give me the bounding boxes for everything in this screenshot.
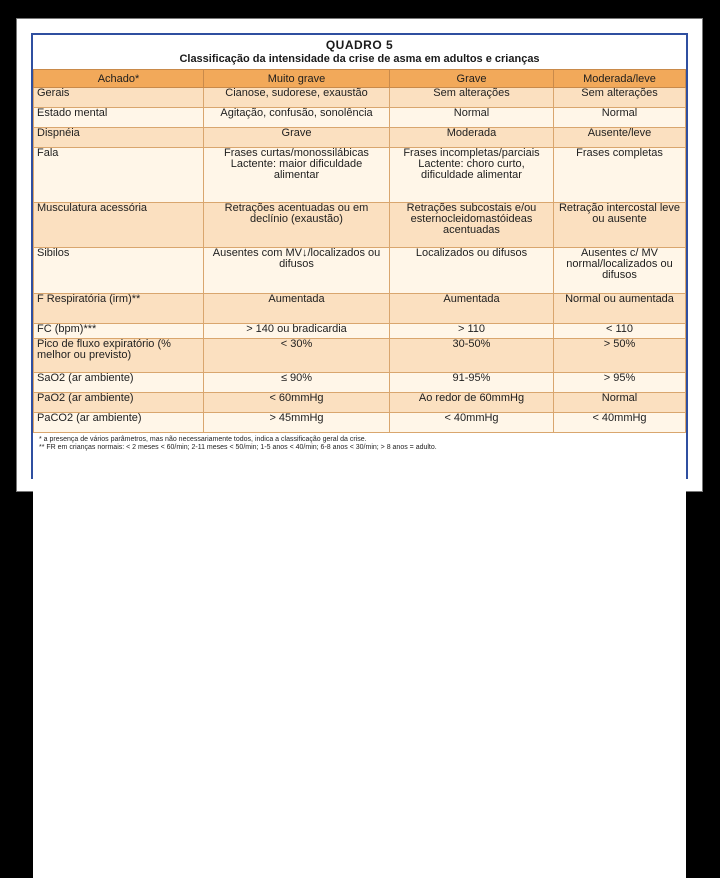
row-label: FC (bpm)*** — [34, 324, 204, 339]
footnote: ** FR em crianças normais: < 2 meses < 60/min; 2-11 meses < 50/min; 1-5 anos < 40/min; 6-8 anos < 30/min; > 8 anos = adulto. — [39, 444, 437, 451]
table-cell: Frases completas — [554, 148, 686, 203]
table-row — [34, 128, 686, 148]
row-label: Gerais — [34, 88, 204, 108]
table-cell: < 40mmHg — [554, 413, 686, 433]
table-cell: Aumentada — [390, 294, 554, 324]
table-cell: Normal — [390, 108, 554, 128]
table-cell: Sem alterações — [390, 88, 554, 108]
table-row — [34, 339, 686, 373]
asthma-classification-table — [33, 69, 686, 433]
table-row — [34, 203, 686, 248]
table-cell: 91-95% — [390, 373, 554, 393]
table-cell: 30-50% — [390, 339, 554, 373]
table-cell: Ausentes c/ MV normal/localizados ou difusos — [554, 248, 686, 294]
table-cell: < 40mmHg — [390, 413, 554, 433]
table-cell: Normal ou aumentada — [554, 294, 686, 324]
table-cell: > 45mmHg — [204, 413, 390, 433]
source-caption: III Consenso Brasileiro de Asma, 2002 — [386, 512, 625, 528]
table-cell: > 50% — [554, 339, 686, 373]
table-cell: Retrações subcostais e/ou esternocleidomastóideas acentuadas — [390, 203, 554, 248]
footnote: * a presença de vários parâmetros, mas não necessariamente todos, indica a classificação geral da crise. — [39, 436, 367, 443]
table-cell: Aumentada — [204, 294, 390, 324]
row-label: Pico de fluxo expiratório (% melhor ou previsto) — [34, 339, 204, 373]
row-label: Fala — [34, 148, 204, 203]
header-moderada-leve: Moderada/leve — [554, 70, 686, 88]
table-row — [34, 248, 686, 294]
table-heading — [33, 35, 686, 69]
footnotes — [33, 433, 686, 878]
row-label: PaCO2 (ar ambiente) — [34, 413, 204, 433]
header-grave: Grave — [390, 70, 554, 88]
table-cell: Retração intercostal leve ou ausente — [554, 203, 686, 248]
table-header-row — [34, 70, 686, 88]
row-label: SaO2 (ar ambiente) — [34, 373, 204, 393]
row-label: F Respiratória (irm)** — [34, 294, 204, 324]
table-row — [34, 148, 686, 203]
row-label: Dispnéia — [34, 128, 204, 148]
table-cell: > 110 — [390, 324, 554, 339]
slide-frame — [16, 18, 703, 492]
table-cell: < 110 — [554, 324, 686, 339]
table-cell: Cianose, sudorese, exaustão — [204, 88, 390, 108]
table-row — [34, 324, 686, 339]
row-label: Sibilos — [34, 248, 204, 294]
table-cell: Sem alterações — [554, 88, 686, 108]
table-cell: Agitação, confusão, sonolência — [204, 108, 390, 128]
table-row — [34, 373, 686, 393]
row-label: Estado mental — [34, 108, 204, 128]
table-cell: ≤ 90% — [204, 373, 390, 393]
table-row — [34, 413, 686, 433]
table-row — [34, 393, 686, 413]
table-panel — [31, 33, 688, 479]
table-row — [34, 88, 686, 108]
table-cell: Ausente/leve — [554, 128, 686, 148]
table-cell: Normal — [554, 108, 686, 128]
header-achado: Achado* — [34, 70, 204, 88]
table-cell: < 30% — [204, 339, 390, 373]
row-label: PaO2 (ar ambiente) — [34, 393, 204, 413]
table-cell: Localizados ou difusos — [390, 248, 554, 294]
table-row — [34, 108, 686, 128]
table-cell: > 140 ou bradicardia — [204, 324, 390, 339]
table-cell: Retrações acentuadas ou em declínio (exaustão) — [204, 203, 390, 248]
table-cell: Moderada — [390, 128, 554, 148]
table-cell: Ausentes com MV↓/localizados ou difusos — [204, 248, 390, 294]
table-cell: > 95% — [554, 373, 686, 393]
header-muito-grave: Muito grave — [204, 70, 390, 88]
table-cell: Normal — [554, 393, 686, 413]
table-row — [34, 294, 686, 324]
table-cell: Ao redor de 60mmHg — [390, 393, 554, 413]
table-cell: Frases curtas/monossilábicas Lactente: maior dificuldade alimentar — [204, 148, 390, 203]
table-cell: Grave — [204, 128, 390, 148]
table-title: QUADRO 5 — [325, 38, 394, 52]
table-cell: < 60mmHg — [204, 393, 390, 413]
row-label: Musculatura acessória — [34, 203, 204, 248]
table-cell: Frases incompletas/parciais Lactente: choro curto, dificuldade alimentar — [390, 148, 554, 203]
table-subtitle: Classificação da intensidade da crise de asma em adultos e crianças — [179, 53, 540, 65]
